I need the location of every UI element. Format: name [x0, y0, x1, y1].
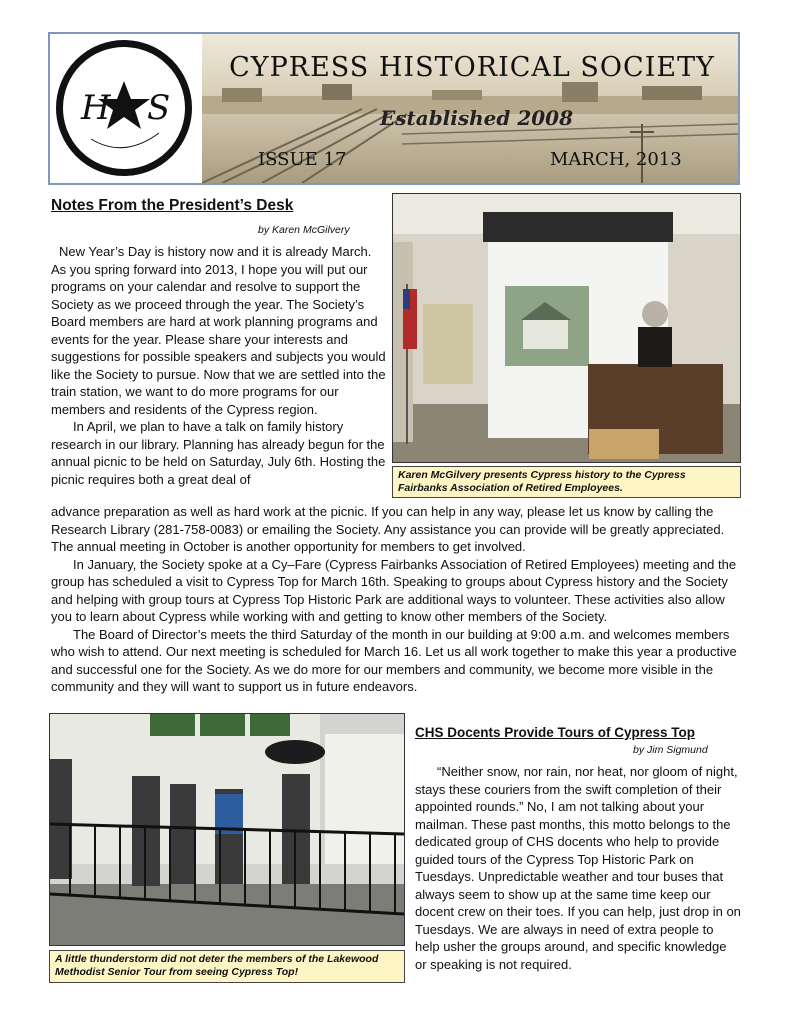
article-title-docents: CHS Docents Provide Tours of Cypress Top: [415, 725, 696, 740]
article-title-presidents-desk: Notes From the President’s Desk: [51, 197, 294, 214]
paragraph: New Year’s Day is history now and it is already March. As you spring forward into 2013, I hope you will put our programs on your calendar and resolve to support the Society as we proceed through the year. The Society’s Board members are hard at work planning programs and events for the year. Please share your interests and suggestions for possible speakers and subjects you would like the Society to pursue. Now that we are settled into the train station, we want to do more programs for our members and residents of the Cypress region.: [51, 244, 386, 417]
paragraph: In April, we plan to have a talk on family history research in our library. Planning has already begun for the annual picnic to be held on Saturday, July 6th. Hosting the picnic requires both a great deal of: [51, 419, 386, 487]
tour-scene: [50, 714, 404, 945]
chs-logo: [56, 40, 192, 176]
article-column-right: [415, 763, 741, 973]
tour-photo: [49, 713, 405, 946]
newsletter-title: CYPRESS HISTORICAL SOCIETY: [229, 52, 715, 83]
article-byline: by Karen McGilvery: [258, 224, 350, 236]
issue-number: ISSUE 17: [258, 149, 347, 170]
presentation-scene: [393, 194, 740, 462]
paragraph: “Neither snow, nor rain, nor heat, nor gloom of night, stays these couriers from the swift completion of their appointed rounds.” No, I am not talking about your mailman. These past months, this motto belongs to the dedicated group of CHS docents who help to provide guided tours of the Cypress Top Historic Park on Tuesdays. Unpredictable weather and tour buses that always seem to show up at the same time keep our docent crew on their toes. If you can help, just drop in on Tuesdays. We are always in need of extra people to help usher the groups around, and specific knowledge or speaking is not required.: [415, 764, 741, 972]
established-line: Established 2008: [380, 106, 574, 130]
svg-text:H: H: [81, 88, 111, 128]
photo-caption: Karen McGilvery presents Cypress history to the Cypress Fairbanks Association of Retired Employees.: [392, 466, 741, 498]
presentation-photo: [392, 193, 741, 463]
article-continued: [51, 503, 741, 696]
photo-caption: A little thunderstorm did not deter the members of the Lakewood Methodist Senior Tour from seeing Cypress Top!: [49, 950, 405, 983]
svg-text:S: S: [147, 88, 171, 128]
masthead: [48, 32, 740, 185]
article-column-left: [51, 243, 386, 488]
paragraph: In January, the Society spoke at a Cy–Fare (Cypress Fairbanks Association of Retired Employees) meeting and the group has scheduled a visit to Cypress Top for March 16th. Speaking to groups about Cypress history and the Society and helping with group tours at Cypress Top Historic Park are additional ways to volunteer. These activities also allow you to learn about Cypress while working with and getting to know other members of the Society.: [51, 556, 737, 624]
paragraph: advance preparation as well as hard work at the picnic. If you can help in any way, please let us know by calling the Research Library (281-758-0083) or emailing the Society. Any assistance you can provide will be greatly appreciated. The annual meeting in October is another opportunity for members to get involved.: [51, 504, 725, 554]
article-byline: by Jim Sigmund: [633, 744, 708, 756]
logo-panel: [50, 34, 202, 183]
paragraph: The Board of Director’s meets the third Saturday of the month in our building at 9:00 a.m. and welcomes members who wish to attend. Our next meeting is scheduled for March 16. Let us all work together to make this year a productive and successful one for the Society. As we do more for our members and community, we become more visible in the community and they will want to support us in future endeavors.: [51, 626, 737, 694]
logo-star-icon: [63, 47, 185, 169]
issue-date: MARCH, 2013: [550, 149, 682, 170]
